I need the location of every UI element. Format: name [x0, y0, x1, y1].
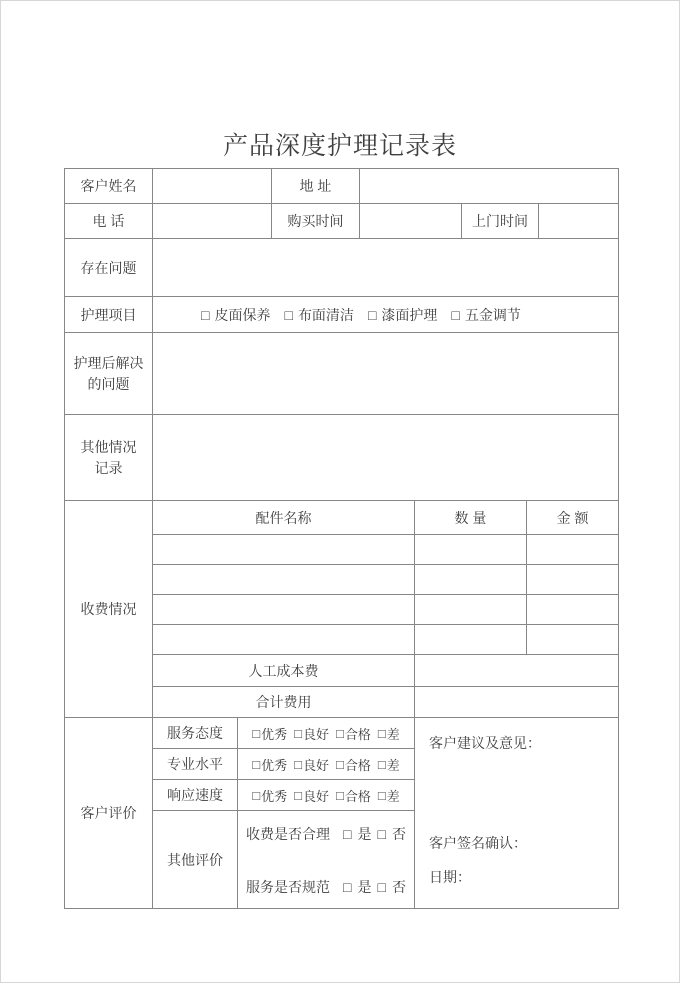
phone-input[interactable]	[153, 204, 272, 239]
rating-label: 优秀	[261, 726, 288, 742]
pass-checkbox-icon[interactable]: □	[336, 787, 344, 803]
charge-qty-input[interactable]	[415, 625, 527, 655]
table-row	[65, 239, 619, 297]
problems-input[interactable]	[153, 239, 619, 297]
problems-label: 存在问题	[65, 239, 153, 297]
table-row	[65, 415, 619, 501]
solved-problems-input[interactable]	[153, 333, 619, 415]
charge-amount-input[interactable]	[527, 535, 619, 565]
care-option-label: 漆面护理	[381, 306, 438, 323]
table-row	[65, 204, 619, 239]
signature-label: 客户签名确认：	[429, 835, 527, 851]
rating-label: 合格	[344, 757, 371, 773]
other-notes-input[interactable]	[153, 415, 619, 501]
table-row	[65, 333, 619, 415]
purchase-time-input[interactable]	[360, 204, 462, 239]
paint-care-checkbox-icon[interactable]: □	[367, 306, 377, 323]
visit-time-label: 上门时间	[462, 204, 539, 239]
rating-label: 优秀	[261, 788, 288, 804]
charge-part-input[interactable]	[153, 595, 415, 625]
charge-amount-input[interactable]	[527, 565, 619, 595]
purchase-time-label: 购买时间	[272, 204, 360, 239]
labor-cost-input[interactable]	[415, 655, 619, 687]
no-label: 否	[391, 825, 406, 842]
service-standard-label: 服务是否规范	[246, 878, 331, 895]
charge-reasonable-question	[238, 824, 414, 844]
visit-time-input[interactable]	[539, 204, 619, 239]
care-option-hardware	[451, 305, 520, 325]
service-attitude-ratings	[238, 718, 415, 749]
yes-checkbox-icon[interactable]: □	[343, 825, 352, 842]
charge-qty-input[interactable]	[415, 565, 527, 595]
care-option-label: 布面清洁	[297, 306, 354, 323]
rating-label: 良好	[302, 788, 329, 804]
charge-part-input[interactable]	[153, 535, 415, 565]
charge-qty-input[interactable]	[415, 595, 527, 625]
service-standard-question	[238, 877, 414, 897]
care-option-leather	[201, 305, 270, 325]
table-row	[65, 501, 619, 535]
care-option-label: 皮面保养	[214, 306, 271, 323]
customer-name-label: 客户姓名	[65, 169, 153, 204]
table-row	[65, 297, 619, 333]
customer-name-input[interactable]	[153, 169, 272, 204]
excellent-checkbox-icon[interactable]: □	[252, 725, 261, 741]
no-checkbox-icon[interactable]: □	[377, 825, 386, 842]
no-checkbox-icon[interactable]: □	[377, 878, 386, 895]
part-name-header: 配件名称	[153, 501, 415, 535]
address-input[interactable]	[360, 169, 619, 204]
rating-label: 良好	[302, 726, 329, 742]
labor-cost-label: 人工成本费	[153, 655, 415, 687]
date-label: 日期：	[429, 869, 471, 885]
poor-checkbox-icon[interactable]: □	[377, 725, 386, 741]
phone-label: 电 话	[65, 204, 153, 239]
pass-checkbox-icon[interactable]: □	[336, 756, 344, 772]
table-row	[65, 718, 619, 749]
good-checkbox-icon[interactable]: □	[294, 756, 302, 772]
quantity-header: 数 量	[415, 501, 527, 535]
response-speed-label: 响应速度	[153, 780, 238, 811]
professional-level-ratings	[238, 749, 415, 780]
professional-level-label: 专业水平	[153, 749, 238, 780]
suggestion-signature-area[interactable]	[415, 718, 619, 909]
yes-checkbox-icon[interactable]: □	[343, 878, 352, 895]
rating-label: 差	[386, 757, 400, 773]
suggestion-label: 客户建议及意见：	[429, 735, 541, 751]
yes-label: 是	[357, 878, 372, 895]
total-cost-label: 合计费用	[153, 687, 415, 718]
other-evaluation-label: 其他评价	[153, 811, 238, 909]
solved-problems-label: 护理后解决 的问题	[65, 333, 153, 415]
rating-label: 差	[386, 726, 400, 742]
rating-label: 优秀	[261, 757, 288, 773]
rating-label: 差	[386, 788, 400, 804]
no-label: 否	[391, 878, 406, 895]
leather-care-checkbox-icon[interactable]: □	[201, 306, 210, 323]
total-cost-input[interactable]	[415, 687, 619, 718]
fabric-clean-checkbox-icon[interactable]: □	[284, 306, 293, 323]
charge-amount-input[interactable]	[527, 595, 619, 625]
other-evaluation-questions	[238, 811, 415, 909]
amount-header: 金 额	[527, 501, 619, 535]
excellent-checkbox-icon[interactable]: □	[252, 787, 261, 803]
charge-reasonable-label: 收费是否合理	[246, 825, 331, 842]
rating-label: 合格	[344, 788, 371, 804]
poor-checkbox-icon[interactable]: □	[377, 787, 386, 803]
good-checkbox-icon[interactable]: □	[294, 725, 302, 741]
response-speed-ratings	[238, 780, 415, 811]
pass-checkbox-icon[interactable]: □	[336, 725, 344, 741]
care-option-fabric	[284, 305, 353, 325]
page-title: 产品深度护理记录表	[222, 132, 457, 160]
rating-label: 良好	[302, 757, 329, 773]
form-table	[64, 168, 619, 909]
rating-label: 合格	[344, 726, 371, 742]
poor-checkbox-icon[interactable]: □	[377, 756, 386, 772]
service-attitude-label: 服务态度	[153, 718, 238, 749]
good-checkbox-icon[interactable]: □	[294, 787, 302, 803]
address-label: 地 址	[272, 169, 360, 204]
care-option-label: 五金调节	[464, 306, 521, 323]
table-row	[65, 169, 619, 204]
care-items-options-cell	[153, 297, 619, 333]
yes-label: 是	[357, 825, 372, 842]
charges-label: 收费情况	[65, 501, 153, 718]
hardware-adjust-checkbox-icon[interactable]: □	[451, 306, 460, 323]
evaluation-label: 客户评价	[65, 718, 153, 909]
care-items-label: 护理项目	[65, 297, 153, 333]
charge-part-input[interactable]	[153, 565, 415, 595]
charge-part-input[interactable]	[153, 625, 415, 655]
care-option-paint	[368, 305, 437, 325]
charge-amount-input[interactable]	[527, 625, 619, 655]
charge-qty-input[interactable]	[415, 535, 527, 565]
other-notes-label: 其他情况 记录	[65, 415, 153, 501]
excellent-checkbox-icon[interactable]: □	[252, 756, 261, 772]
